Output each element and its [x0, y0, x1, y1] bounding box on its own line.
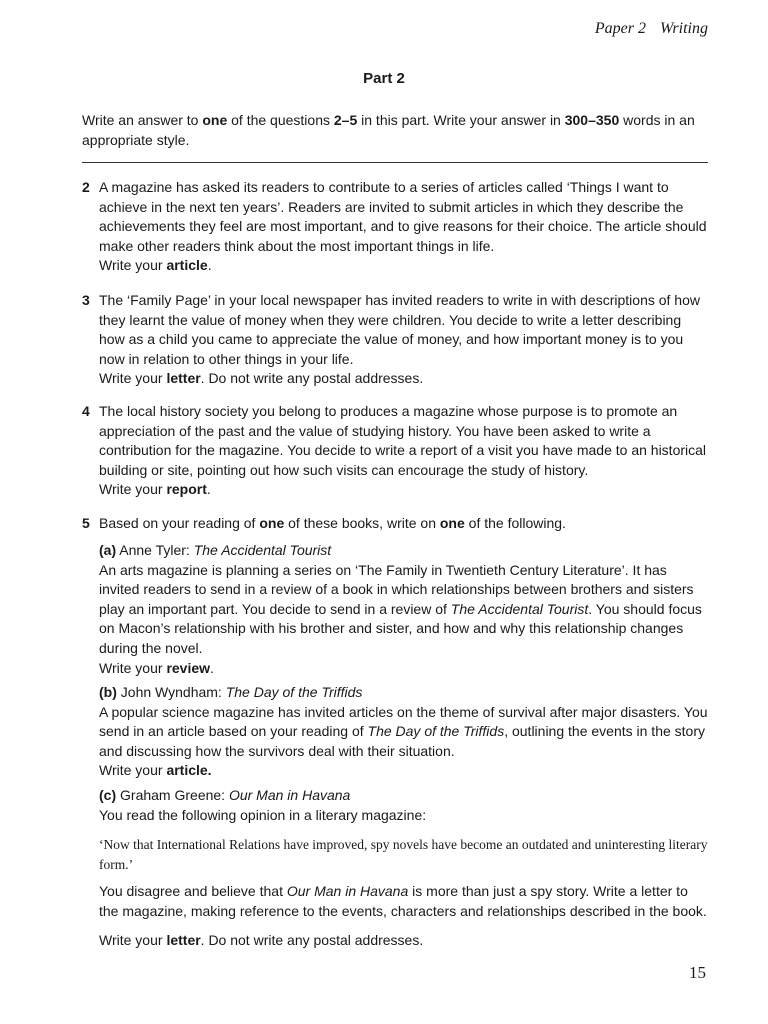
question-number: 5: [82, 515, 90, 531]
question-4: [82, 402, 710, 500]
question-5c-continued: [99, 882, 711, 951]
question-text: The local history society you belong to produces a magazine whose purpose is to promote an appreciation of the past and the value of studying history. You have been asked to write a contribution for the magazine. You decide to write a report of a visit you have made to an historical building or site, pointing out how such visits can encourage the study of history.: [99, 403, 707, 478]
question-text: You read the following opinion in a literary magazine:: [99, 806, 427, 823]
question-5a: [99, 541, 711, 678]
question-text: Based on your reading of one of these books, write on one of the following.: [99, 515, 566, 531]
question-5c: [99, 786, 711, 825]
question-text: The ‘Family Page’ in your local newspaper has invited readers to write in with descriptions of how they learnt the value of money when they were children. You decide to write a letter describing how as a child you came to appreciate the value of money, and how important money is to you now in relation to other things in your life.: [99, 292, 700, 367]
page-number: 15: [689, 963, 706, 982]
question-instruction: Write your article.: [99, 257, 212, 274]
question-5b: [99, 683, 711, 781]
question-instruction: Write your report.: [99, 481, 211, 498]
divider: [82, 162, 708, 163]
question-instruction: Write your letter. Do not write any postal addresses.: [99, 370, 424, 387]
question-number: 2: [82, 179, 90, 195]
section-label: Writing: [659, 20, 708, 37]
question-2: [82, 178, 710, 276]
question-text: You disagree and believe that Our Man in Havana is more than just a spy story. Write a letter to the magazine, making reference to the events, characters and relationships described in the book.: [99, 883, 707, 919]
question-text: An arts magazine is planning a series on ‘The Family in Twentieth Century Literature’. It has invited readers to send in a review of a book in which relationships between brothers and sisters play an important part. You decide to send in a review of The Accidental Tourist. You should focus on Macon’s relationship with his brother and sister, and how and why this relationship changes during the novel.: [99, 561, 702, 656]
question-instruction: Write your review.: [99, 659, 214, 676]
book-heading: (a) Anne Tyler: The Accidental Tourist: [99, 542, 332, 558]
question-number: 3: [82, 292, 90, 308]
question-text: A popular science magazine has invited articles on the theme of survival after major disasters. You send in an article based on your reading of The Day of the Triffids, outlining the events in the story and discussing how the survivors deal with their situation.: [99, 703, 708, 759]
book-heading: (b) John Wyndham: The Day of the Triffids: [99, 684, 363, 700]
question-3: [82, 291, 710, 389]
page-header: [595, 20, 708, 38]
question-text: A magazine has asked its readers to contribute to a series of articles called ‘Things I want to achieve in the next ten years’. Readers are invited to submit articles in which they describe the achievements they feel are most important, and to give reasons for their choice. The article should make other readers think about the most important things in life.: [99, 179, 707, 254]
question-instruction: Write your article.: [99, 762, 212, 779]
question-5: [82, 514, 710, 534]
quoted-opinion: ‘Now that International Relations have improved, spy novels have become an outdated and uninteresting literary form.’: [99, 837, 708, 872]
question-instruction: Write your letter. Do not write any postal addresses.: [99, 932, 424, 949]
instructions: Write an answer to one of the questions 2–5 in this part. Write your answer in 300–350 words in an appropriate style.: [82, 112, 695, 148]
paper-label: Paper 2: [594, 20, 646, 37]
book-heading: (c) Graham Greene: Our Man in Havana: [99, 787, 351, 803]
part-title: Part 2: [363, 70, 405, 87]
question-number: 4: [82, 403, 90, 419]
